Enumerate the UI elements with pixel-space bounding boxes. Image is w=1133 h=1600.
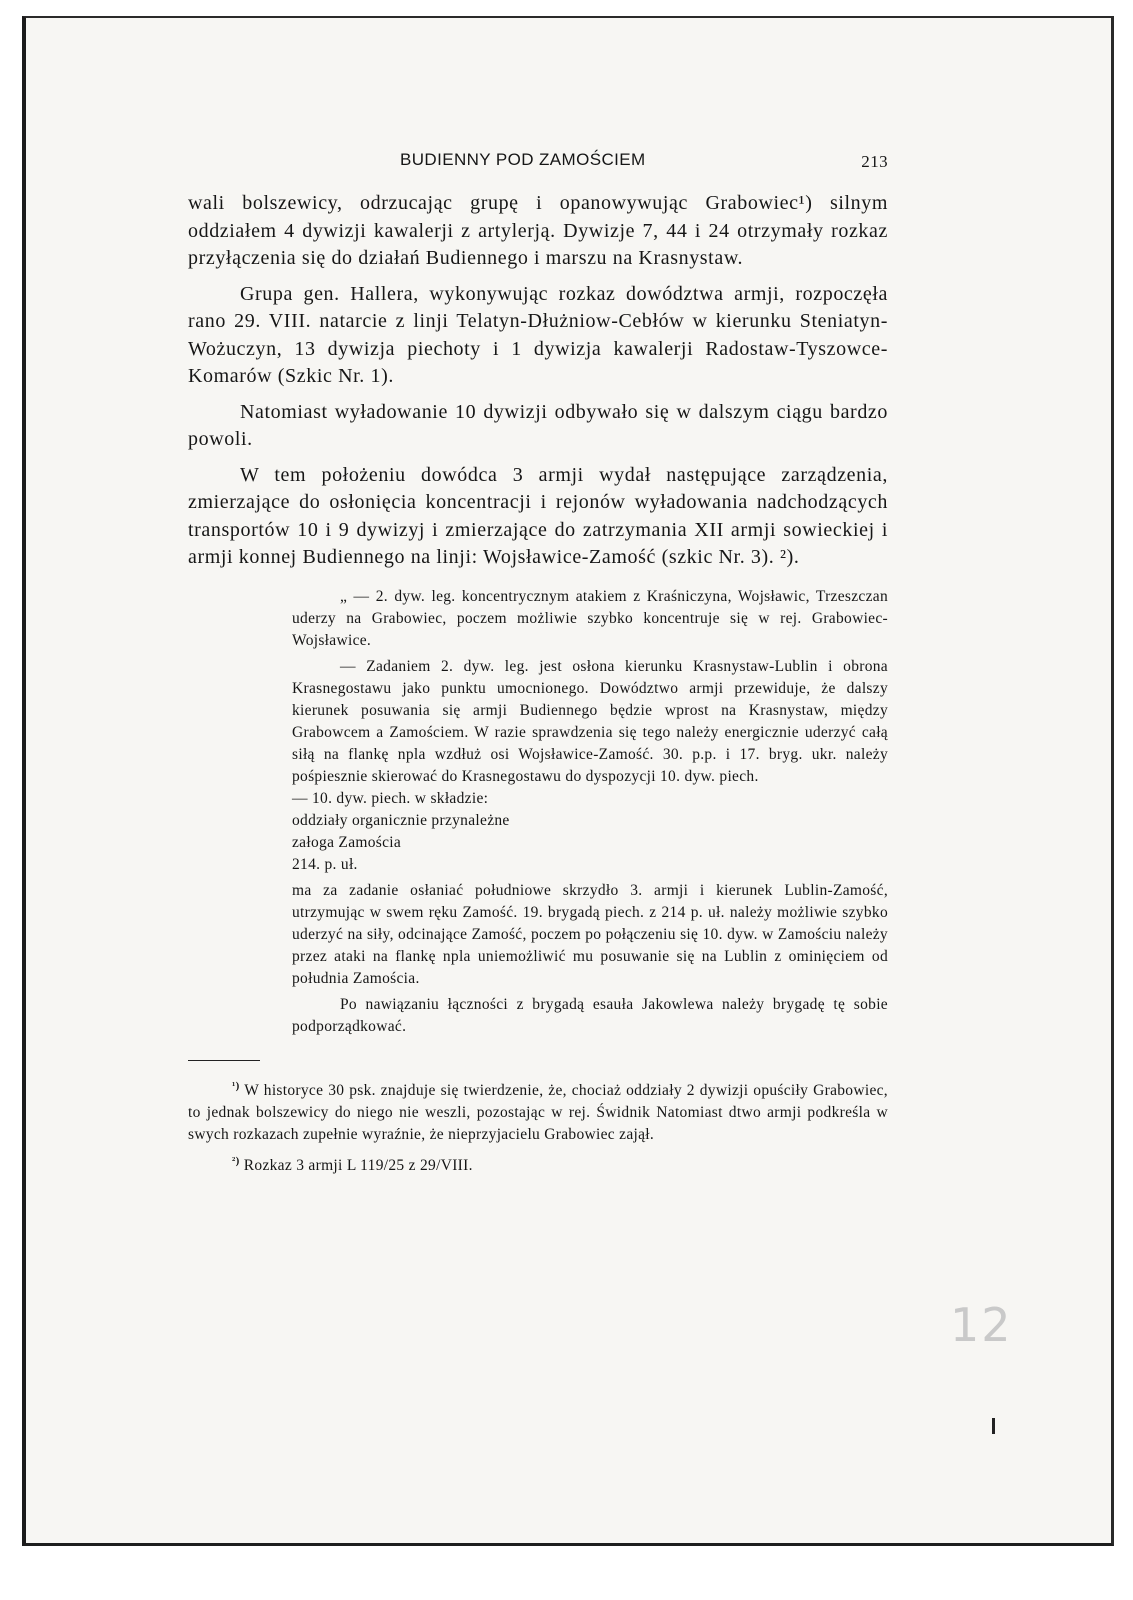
footnote-separator (188, 1060, 260, 1061)
running-head (188, 150, 888, 176)
quote-paragraph-4: ma za zadanie osłaniać południowe skrzydło 3. armji i kierunek Lublin-Zamość, utrzymując w swem ręku Zamość. 19. brygadą piech. z 214 p. uł. należy możliwie szybko uderzyć na siły, odcinające Zamość, poczem po połączeniu się 10. dyw. w Zamościu należy przez ataki na flankę npla uniemożliwić mu posuwanie się na Lublin z ominięciem od południa Zamościa. (292, 881, 888, 987)
quote-paragraph-5: Po nawiązaniu łączności z brygadą esauła Jakowlewa należy brygadę tę sobie podporządkować. (292, 995, 888, 1035)
quote-list-item: oddziały organicznie przynależne (292, 811, 510, 829)
footnote-1-mark: ¹) (232, 1079, 240, 1092)
body-paragraph-4: W tem położeniu dowódca 3 armji wydał następujące zarządzenia, zmierzające do osłonięcia koncentracji i rejonów wyładowania nadchodzących transportów 10 i 9 dywizyj i zmierzające do zatrzymania XII armji sowieckiej i armji konnej Budiennego na linji: Wojsławice-Zamość (szkic Nr. 3). ²). (188, 463, 888, 568)
quoted-order (292, 586, 888, 1038)
margin-mark (992, 1418, 995, 1434)
body-paragraph-1: wali bolszewicy, odrzucając grupę i opanowywując Grabowiec¹) silnym oddziałem 4 dywizji kawalerji z artylerją. Dywizje 7, 44 i 24 otrzymały rozkaz przyłączenia się do działań Budiennego i marszu na Krasnystaw. (188, 192, 888, 269)
footnote-2-mark: ²) (232, 1154, 240, 1167)
footnote-1 (188, 1075, 888, 1146)
footnote-2 (188, 1150, 888, 1177)
quote-paragraph-1: „ — 2. dyw. leg. koncentrycznym atakiem z Kraśniczyna, Wojsławic, Trzeszczan uderzy na Grabowiec, poczem możliwie szybko koncentruje się w rej. Grabowiec-Wojsławice. (292, 587, 888, 649)
quote-list-intro (292, 788, 888, 810)
footnote-2-text: Rozkaz 3 armji L 119/25 z 29/VIII. (243, 1156, 473, 1174)
running-head-title: BUDIENNY POD ZAMOŚCIEM (400, 150, 646, 169)
footnote-1-text: W historyce 30 psk. znajduje się twierdzenie, że, chociaż oddziały 2 dywizji opuściły Grabowiec, to jednak bolszewicy do niego nie weszli, pozostając w rej. Świdnik Natomiast dtwo armji podkreśla w swych rozkazach zupełnie wyraźnie, że nieprzyjacielu Grabowiec zajął. (188, 1081, 888, 1143)
body-paragraph-3: Natomiast wyładowanie 10 dywizji odbywało się w dalszym ciągu bardzo powoli. (188, 400, 888, 450)
quote-paragraph-2: — Zadaniem 2. dyw. leg. jest osłona kierunku Krasnystaw-Lublin i obrona Krasnegostawu jako punktu umocnionego. Dowództwo armji przewiduje, że dalszy kierunek posuwania się armji Budiennego będzie wprost na Krasnystaw, między Grabowcem a Zamościem. W razie sprawdzenia się tego należy energicznie uderzyć całą siłą na flankę npla wzdłuż osi Wojsławice-Zamość. 30. p.p. i 17. bryg. ukr. należy pośpiesznie skierować do Krasnegostawu do dyspozycji 10. dyw. piech. (292, 657, 888, 785)
quote-list-item: załoga Zamościa (292, 833, 402, 851)
quote-list-intro-text: — 10. dyw. piech. w składzie: (292, 789, 489, 807)
handwritten-page-number: 12 (950, 1298, 1013, 1352)
page-text-block (188, 150, 888, 1181)
quote-list-item: 214. p. uł. (292, 855, 358, 873)
page-number: 213 (861, 152, 888, 171)
quote-composition-list (292, 788, 888, 876)
body-paragraph-2: Grupa gen. Hallera, wykonywując rozkaz dowództwa armji, rozpoczęła rano 29. VIII. natarcie z linji Telatyn-Dłużniow-Cebłów w kierunku Steniatyn-Wożuczyn, 13 dywizja piechoty i 1 dywizja kawalerji Radostaw-Tyszowce-Komarów (Szkic Nr. 1). (188, 282, 888, 387)
